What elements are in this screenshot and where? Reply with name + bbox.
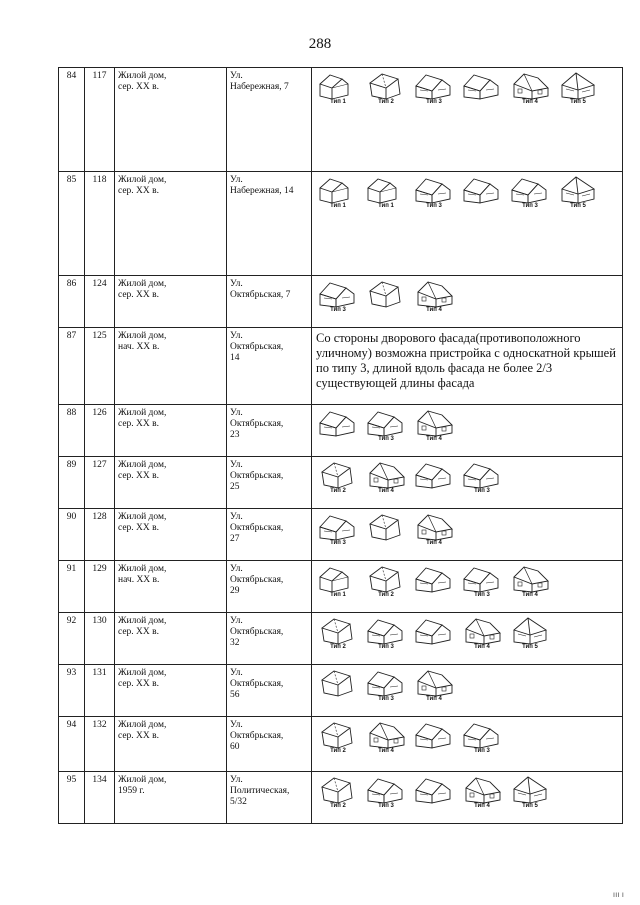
- house-icon: [364, 278, 408, 308]
- roof-type-label: [385, 307, 387, 314]
- object-address: [227, 405, 312, 457]
- roof-type-label: Тип 5: [522, 644, 538, 650]
- house-sketch: [364, 70, 408, 106]
- roof-type-label: Тип 2: [330, 748, 346, 754]
- house-sketch: [508, 774, 552, 810]
- object-id: 127: [85, 457, 115, 509]
- house-sketch: [316, 615, 360, 651]
- roof-type-label: Тип 3: [330, 540, 346, 546]
- house-sketch: [316, 459, 360, 495]
- table-row: [59, 717, 623, 772]
- house-sketch: [556, 70, 600, 106]
- house-icon: [556, 70, 600, 100]
- roof-type-label: Тип 1: [378, 203, 394, 209]
- house-icon: [460, 563, 504, 593]
- roof-type-sketches: [312, 68, 623, 172]
- address-line: Ул.: [230, 616, 243, 626]
- table-row: [59, 172, 623, 276]
- roof-type-sketches: [312, 717, 623, 772]
- extension-note: Со стороны дворового фасада(противоположного уличному) возможна пристройка с односкатной крышей по типу 3, длиной вдоль фасада не более 2/3 существующей длины фасада: [316, 331, 616, 390]
- roof-type-label: Тип 5: [570, 99, 586, 105]
- address-line: 23: [230, 430, 240, 440]
- roof-type-label: Тип 2: [378, 592, 394, 598]
- house-icon: [412, 774, 456, 804]
- row-number: 95: [59, 772, 85, 824]
- house-icon: [316, 407, 360, 437]
- house-sketch: [412, 407, 456, 443]
- object-name-line: Жилой дом,: [118, 71, 167, 81]
- house-sketch: [316, 407, 360, 443]
- object-name-line: сер. XX в.: [118, 186, 160, 196]
- object-name: [115, 717, 227, 772]
- object-name-line: 1959 г.: [118, 786, 145, 796]
- house-sketch: [364, 563, 408, 599]
- house-sketch: [412, 667, 456, 703]
- house-icon: [364, 615, 408, 645]
- page-number: 288: [308, 36, 332, 52]
- object-name-line: Жилой дом,: [118, 408, 167, 418]
- roof-type-label: Тип 4: [474, 644, 490, 650]
- house-sketch: [316, 70, 360, 106]
- house-sketch: [364, 174, 408, 210]
- house-sketch-group: [316, 719, 620, 755]
- table-row: [59, 328, 623, 405]
- roof-type-label: Тип 1: [330, 99, 346, 105]
- object-name-line: сер. XX в.: [118, 290, 160, 300]
- address-line: 25: [230, 482, 240, 492]
- address-line: 5/32: [230, 797, 247, 807]
- house-sketch: [316, 563, 360, 599]
- roof-type-label: Тип 2: [378, 99, 394, 105]
- object-id: 128: [85, 509, 115, 561]
- house-sketch: [316, 719, 360, 755]
- roof-type-label: Тип 3: [474, 748, 490, 754]
- house-icon: [460, 174, 504, 204]
- house-sketch: [508, 615, 552, 651]
- address-line: Набережная, 7: [230, 82, 289, 92]
- house-sketch: [556, 174, 600, 210]
- house-icon: [316, 615, 360, 645]
- address-line: Октябрьская,: [230, 731, 284, 741]
- address-line: 27: [230, 534, 240, 544]
- address-line: 29: [230, 586, 240, 596]
- row-number: 85: [59, 172, 85, 276]
- house-sketch: [364, 774, 408, 810]
- address-line: Октябрьская,: [230, 575, 284, 585]
- house-sketch: [412, 774, 456, 810]
- house-icon: [556, 174, 600, 204]
- house-icon: [316, 563, 360, 593]
- row-number: 92: [59, 613, 85, 665]
- object-address: [227, 613, 312, 665]
- house-sketch-group: [316, 459, 620, 495]
- table-row: [59, 405, 623, 457]
- house-icon: [316, 774, 360, 804]
- roof-type-label: Тип 3: [426, 99, 442, 105]
- house-icon: [316, 278, 360, 308]
- roof-type-label: Тип 3: [378, 696, 394, 702]
- object-name: [115, 68, 227, 172]
- object-address: [227, 665, 312, 717]
- address-line: Набережная, 14: [230, 186, 294, 196]
- house-sketch: [460, 459, 504, 495]
- house-icon: [508, 774, 552, 804]
- roof-type-label: [433, 748, 435, 755]
- roof-type-label: Тип 3: [474, 488, 490, 494]
- house-icon: [412, 667, 456, 697]
- house-sketch: [364, 407, 408, 443]
- object-id: 117: [85, 68, 115, 172]
- roof-type-sketches: [312, 172, 623, 276]
- address-line: Ул.: [230, 175, 243, 185]
- house-icon: [460, 459, 504, 489]
- roof-type-label: [433, 592, 435, 599]
- table-row: [59, 457, 623, 509]
- house-sketch: [412, 70, 456, 106]
- house-sketch: [412, 459, 456, 495]
- roof-type-label: Тип 3: [378, 644, 394, 650]
- address-line: Октябрьская,: [230, 679, 284, 689]
- house-sketch: [412, 174, 456, 210]
- address-line: 32: [230, 638, 240, 648]
- table-row: [59, 509, 623, 561]
- object-name-line: Жилой дом,: [118, 775, 167, 785]
- house-sketch-group: [316, 278, 620, 314]
- roof-type-sketches: [312, 561, 623, 613]
- object-name-line: Жилой дом,: [118, 175, 167, 185]
- object-id: 131: [85, 665, 115, 717]
- roof-type-label: [385, 540, 387, 547]
- roof-type-label: Тип 4: [426, 436, 442, 442]
- house-sketch-group: [316, 407, 620, 443]
- house-sketch: [316, 278, 360, 314]
- house-icon: [412, 278, 456, 308]
- roof-type-sketches: [312, 328, 623, 405]
- address-line: Октябрьская,: [230, 342, 284, 352]
- house-sketch-group: [316, 174, 620, 210]
- address-line: Октябрьская,: [230, 627, 284, 637]
- roof-type-label: Тип 4: [522, 99, 538, 105]
- object-id: 134: [85, 772, 115, 824]
- house-sketch: [364, 278, 408, 314]
- house-sketch: [460, 719, 504, 755]
- house-sketch: [412, 615, 456, 651]
- object-name-line: Жилой дом,: [118, 720, 167, 730]
- table-row: [59, 772, 623, 824]
- house-icon: [364, 563, 408, 593]
- object-name-line: нач. XX в.: [118, 342, 160, 352]
- roof-type-label: Тип 3: [522, 203, 538, 209]
- address-line: Октябрьская, 7: [230, 290, 291, 300]
- roof-type-label: Тип 3: [474, 592, 490, 598]
- object-name-line: сер. XX в.: [118, 731, 160, 741]
- roof-type-label: [433, 488, 435, 495]
- roof-type-sketches: [312, 509, 623, 561]
- house-icon: [412, 407, 456, 437]
- object-name: [115, 561, 227, 613]
- house-icon: [412, 719, 456, 749]
- roof-type-label: [433, 803, 435, 810]
- house-sketch: [316, 511, 360, 547]
- object-name-line: Жилой дом,: [118, 668, 167, 678]
- house-icon: [364, 774, 408, 804]
- table-row: [59, 68, 623, 172]
- roof-type-label: Тип 5: [522, 803, 538, 809]
- house-icon: [364, 719, 408, 749]
- object-name-line: нач. XX в.: [118, 575, 160, 585]
- address-line: Ул.: [230, 720, 243, 730]
- house-icon: [316, 174, 360, 204]
- object-name: [115, 405, 227, 457]
- object-address: [227, 772, 312, 824]
- house-sketch-group: [316, 563, 620, 599]
- house-icon: [412, 174, 456, 204]
- object-name-line: Жилой дом,: [118, 512, 167, 522]
- house-icon: [364, 407, 408, 437]
- object-name: [115, 509, 227, 561]
- table-row: [59, 613, 623, 665]
- address-line: Ул.: [230, 71, 243, 81]
- address-line: Ул.: [230, 775, 243, 785]
- house-icon: [508, 70, 552, 100]
- house-sketch: [460, 615, 504, 651]
- house-sketch: [460, 70, 504, 106]
- table-row: [59, 561, 623, 613]
- object-address: [227, 276, 312, 328]
- house-icon: [364, 511, 408, 541]
- house-sketch: [460, 774, 504, 810]
- address-line: Октябрьская,: [230, 471, 284, 481]
- object-id: 124: [85, 276, 115, 328]
- house-sketch: [364, 719, 408, 755]
- roof-type-label: Тип 4: [378, 748, 394, 754]
- object-name-line: сер. XX в.: [118, 82, 160, 92]
- house-sketch: [316, 667, 360, 703]
- object-name-line: Жилой дом,: [118, 460, 167, 470]
- object-id: 132: [85, 717, 115, 772]
- roof-type-sketches: [312, 665, 623, 717]
- row-number: 94: [59, 717, 85, 772]
- roof-type-label: Тип 3: [378, 436, 394, 442]
- roof-type-label: Тип 4: [426, 696, 442, 702]
- roof-type-sketches: [312, 405, 623, 457]
- row-number: 84: [59, 68, 85, 172]
- roof-type-label: Тип 4: [474, 803, 490, 809]
- house-sketch: [364, 459, 408, 495]
- house-icon: [316, 667, 360, 697]
- row-number: 88: [59, 405, 85, 457]
- object-name-line: Жилой дом,: [118, 331, 167, 341]
- roof-type-label: Тип 2: [330, 644, 346, 650]
- address-line: 14: [230, 353, 240, 363]
- address-line: Политическая,: [230, 786, 290, 796]
- object-name: [115, 172, 227, 276]
- house-icon: [316, 719, 360, 749]
- address-line: Ул.: [230, 460, 243, 470]
- object-name-line: сер. XX в.: [118, 471, 160, 481]
- table-row: [59, 276, 623, 328]
- house-icon: [412, 563, 456, 593]
- address-line: Ул.: [230, 408, 243, 418]
- house-icon: [460, 615, 504, 645]
- roof-type-label: [337, 436, 339, 443]
- house-icon: [316, 511, 360, 541]
- house-sketch: [316, 774, 360, 810]
- house-sketch: [412, 511, 456, 547]
- object-name-line: Жилой дом,: [118, 616, 167, 626]
- roof-type-label: [337, 696, 339, 703]
- house-sketch: [364, 667, 408, 703]
- house-icon: [364, 667, 408, 697]
- house-icon: [508, 615, 552, 645]
- house-icon: [412, 511, 456, 541]
- roof-type-label: Тип 3: [330, 307, 346, 313]
- house-sketch: [364, 615, 408, 651]
- house-sketch-group: [316, 511, 620, 547]
- house-icon: [412, 70, 456, 100]
- address-line: Ул.: [230, 564, 243, 574]
- house-sketch: [412, 563, 456, 599]
- house-icon: [508, 174, 552, 204]
- roof-type-label: Тип 2: [330, 803, 346, 809]
- roof-type-label: Тип 4: [522, 592, 538, 598]
- house-sketch-group: [316, 70, 620, 106]
- object-name: [115, 457, 227, 509]
- house-sketch-group: [316, 667, 620, 703]
- address-line: 56: [230, 690, 240, 700]
- house-sketch: [508, 70, 552, 106]
- house-sketch: [460, 174, 504, 210]
- footer-mark: ııı ı: [612, 890, 624, 899]
- object-name-line: сер. XX в.: [118, 627, 160, 637]
- roof-type-label: Тип 4: [378, 488, 394, 494]
- address-line: Ул.: [230, 331, 243, 341]
- roof-type-label: Тип 3: [426, 203, 442, 209]
- house-sketch: [364, 511, 408, 547]
- object-address: [227, 509, 312, 561]
- roof-type-label: [481, 99, 483, 106]
- roof-type-sketches: [312, 276, 623, 328]
- house-icon: [460, 719, 504, 749]
- address-line: Октябрьская,: [230, 523, 284, 533]
- row-number: 90: [59, 509, 85, 561]
- roof-type-label: Тип 5: [570, 203, 586, 209]
- roof-type-label: Тип 4: [426, 307, 442, 313]
- house-icon: [412, 615, 456, 645]
- house-icon: [412, 459, 456, 489]
- row-number: 89: [59, 457, 85, 509]
- row-number: 87: [59, 328, 85, 405]
- address-line: Октябрьская,: [230, 419, 284, 429]
- object-name: [115, 665, 227, 717]
- roof-type-sketches: [312, 772, 623, 824]
- object-address: [227, 172, 312, 276]
- house-sketch-group: [316, 774, 620, 810]
- row-number: 93: [59, 665, 85, 717]
- house-icon: [316, 70, 360, 100]
- object-name-line: сер. XX в.: [118, 523, 160, 533]
- house-icon: [316, 459, 360, 489]
- house-icon: [364, 174, 408, 204]
- house-icon: [364, 70, 408, 100]
- house-icon: [460, 774, 504, 804]
- object-address: [227, 717, 312, 772]
- object-address: [227, 457, 312, 509]
- object-name: [115, 276, 227, 328]
- row-number: 86: [59, 276, 85, 328]
- roof-type-label: Тип 3: [378, 803, 394, 809]
- object-name-line: Жилой дом,: [118, 279, 167, 289]
- roof-type-label: Тип 4: [426, 540, 442, 546]
- object-name-line: Жилой дом,: [118, 564, 167, 574]
- roof-type-label: Тип 1: [330, 592, 346, 598]
- object-address: [227, 68, 312, 172]
- object-id: 130: [85, 613, 115, 665]
- object-name: [115, 613, 227, 665]
- house-sketch: [460, 563, 504, 599]
- address-line: Ул.: [230, 279, 243, 289]
- house-sketch: [316, 174, 360, 210]
- row-number: 91: [59, 561, 85, 613]
- house-sketch: [412, 278, 456, 314]
- roof-type-label: Тип 1: [330, 203, 346, 209]
- object-id: 129: [85, 561, 115, 613]
- object-address: [227, 561, 312, 613]
- address-line: Ул.: [230, 668, 243, 678]
- roof-type-label: [433, 644, 435, 651]
- object-name: [115, 772, 227, 824]
- table-row: [59, 665, 623, 717]
- object-name-line: сер. XX в.: [118, 679, 160, 689]
- object-address: [227, 328, 312, 405]
- house-icon: [460, 70, 504, 100]
- object-id: 125: [85, 328, 115, 405]
- object-id: 126: [85, 405, 115, 457]
- house-sketch: [508, 563, 552, 599]
- roof-type-label: Тип 2: [330, 488, 346, 494]
- house-sketch: [508, 174, 552, 210]
- roof-type-sketches: [312, 613, 623, 665]
- house-sketch: [412, 719, 456, 755]
- house-icon: [364, 459, 408, 489]
- object-id: 118: [85, 172, 115, 276]
- roof-type-sketches: [312, 457, 623, 509]
- object-name-line: сер. XX в.: [118, 419, 160, 429]
- roof-type-label: [481, 203, 483, 210]
- house-icon: [508, 563, 552, 593]
- address-line: Ул.: [230, 512, 243, 522]
- heritage-objects-table: [58, 67, 623, 824]
- object-name: [115, 328, 227, 405]
- house-sketch-group: [316, 615, 620, 651]
- address-line: 60: [230, 742, 240, 752]
